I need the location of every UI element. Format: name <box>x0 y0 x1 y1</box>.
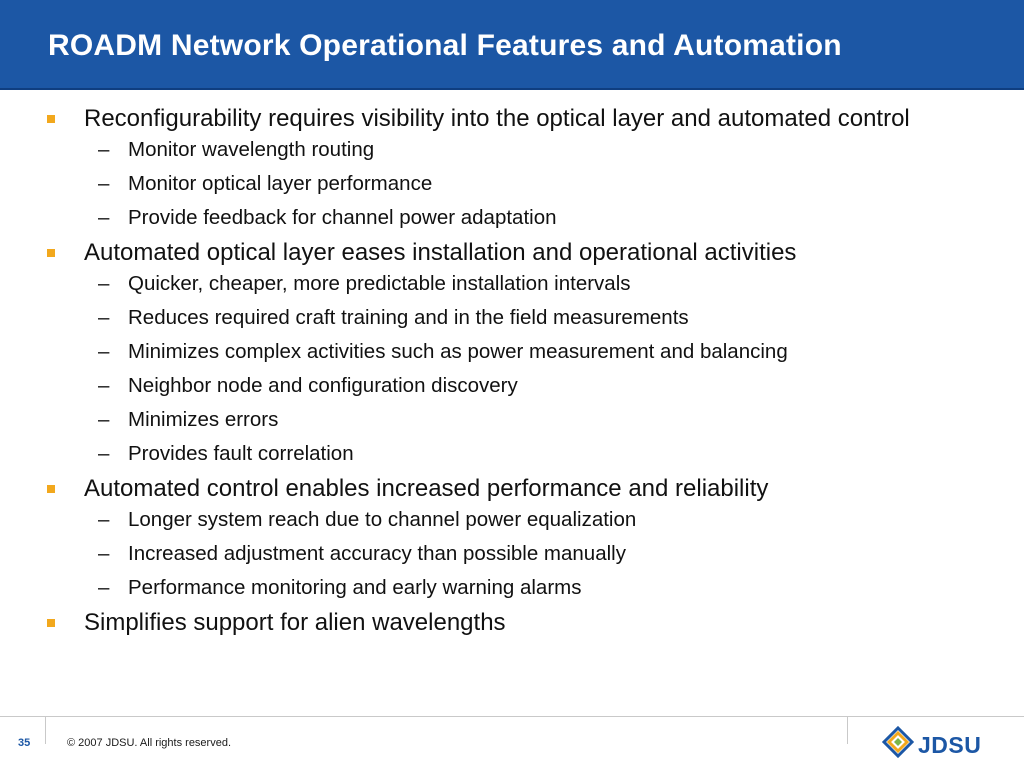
jdsu-diamond-logo-icon <box>882 726 914 758</box>
dash-bullet-icon: – <box>98 576 110 599</box>
sub-bullet-item <box>0 442 1024 466</box>
logo-text: JDSU <box>918 732 982 758</box>
sub-bullet-item <box>0 306 1024 330</box>
sub-bullet-text: Neighbor node and configuration discovery <box>128 374 518 397</box>
sub-bullet-item <box>0 542 1024 566</box>
dash-bullet-icon: – <box>98 542 110 565</box>
bullet-text: Automated control enables increased performance and reliability <box>84 475 769 502</box>
bullet-item <box>0 238 1024 268</box>
footer-separator <box>847 716 848 744</box>
sub-bullet-item <box>0 508 1024 532</box>
dash-bullet-icon: – <box>98 306 110 329</box>
slide-body <box>0 100 1024 638</box>
dash-bullet-icon: – <box>98 138 110 161</box>
sub-bullet-item <box>0 172 1024 196</box>
bullet-text: Automated optical layer eases installation and operational activities <box>84 239 797 266</box>
sub-bullet-text: Provide feedback for channel power adaptation <box>128 206 557 229</box>
dash-bullet-icon: – <box>98 172 110 195</box>
sub-bullet-item <box>0 138 1024 162</box>
sub-bullet-text: Minimizes errors <box>128 408 279 431</box>
footer-separator <box>45 716 46 744</box>
sub-bullet-item <box>0 272 1024 296</box>
dash-bullet-icon: – <box>98 340 110 363</box>
sub-bullet-text: Increased adjustment accuracy than possible manually <box>128 542 626 565</box>
sub-bullet-item <box>0 374 1024 398</box>
sub-bullet-item <box>0 408 1024 432</box>
bullet-text: Simplifies support for alien wavelengths <box>84 609 506 636</box>
dash-bullet-icon: – <box>98 206 110 229</box>
bullet-text: Reconfigurability requires visibility into the optical layer and automated control <box>84 105 910 132</box>
sub-bullet-text: Monitor wavelength routing <box>128 138 375 161</box>
sub-bullet-item <box>0 340 1024 364</box>
dash-bullet-icon: – <box>98 408 110 431</box>
footer-divider <box>0 716 1024 717</box>
bullet-item <box>0 474 1024 504</box>
slide-title: ROADM Network Operational Features and Automation <box>48 29 842 62</box>
bullet-item <box>0 104 1024 134</box>
sub-bullet-item <box>0 206 1024 230</box>
copyright-text: © 2007 JDSU. All rights reserved. <box>67 737 232 749</box>
sub-bullet-text: Provides fault correlation <box>128 442 354 465</box>
bullet-item <box>0 608 1024 638</box>
square-bullet-icon <box>47 249 55 257</box>
dash-bullet-icon: – <box>98 442 110 465</box>
sub-bullet-item <box>0 576 1024 600</box>
title-bar <box>0 0 1024 90</box>
sub-bullet-text: Reduces required craft training and in the field measurements <box>128 306 689 329</box>
square-bullet-icon <box>47 619 55 627</box>
square-bullet-icon <box>47 485 55 493</box>
dash-bullet-icon: – <box>98 272 110 295</box>
jdsu-logo <box>882 726 990 760</box>
square-bullet-icon <box>47 115 55 123</box>
dash-bullet-icon: – <box>98 374 110 397</box>
dash-bullet-icon: – <box>98 508 110 531</box>
sub-bullet-text: Minimizes complex activities such as power measurement and balancing <box>128 340 788 363</box>
sub-bullet-text: Quicker, cheaper, more predictable installation intervals <box>128 272 631 295</box>
sub-bullet-text: Longer system reach due to channel power equalization <box>128 508 637 531</box>
page-number: 35 <box>18 737 31 749</box>
sub-bullet-text: Monitor optical layer performance <box>128 172 433 195</box>
sub-bullet-text: Performance monitoring and early warning alarms <box>128 576 582 599</box>
